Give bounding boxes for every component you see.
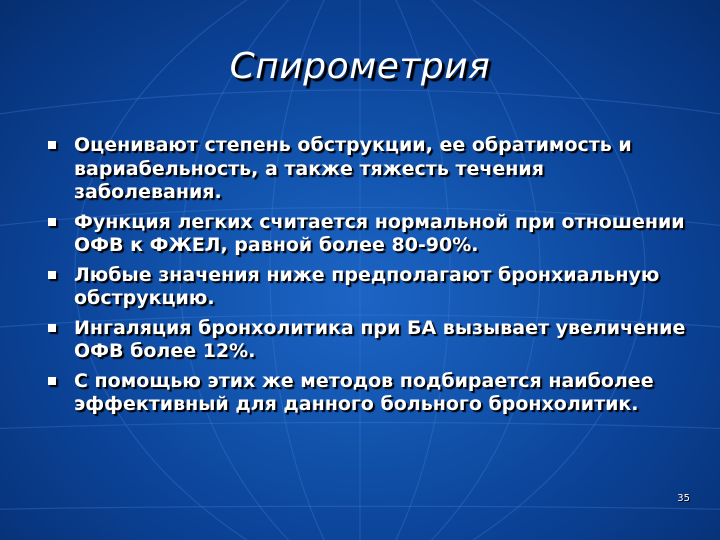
bullet-item xyxy=(46,134,686,205)
bullet-text: Любые значения ниже предполагают бронхиальную обструкцию. xyxy=(74,263,660,309)
bullet-item xyxy=(46,317,686,364)
bullet-item xyxy=(46,370,686,417)
bullet-text: С помощью этих же методов подбирается наиболее эффективный для данного больного бронхолитик. xyxy=(74,369,654,415)
square-bullet-icon xyxy=(48,218,56,226)
square-bullet-icon xyxy=(48,324,56,332)
square-bullet-icon xyxy=(48,271,56,279)
bullet-text: Функция легких считается нормальной при отношении ОФВ к ФЖЕЛ, равной более 80-90%. xyxy=(74,210,685,256)
page-number: 35 xyxy=(677,493,690,504)
square-bullet-icon xyxy=(48,141,56,149)
bullet-item xyxy=(46,264,686,311)
bullet-list xyxy=(46,134,686,423)
square-bullet-icon xyxy=(48,377,56,385)
slide-title: Спирометрия xyxy=(229,46,491,87)
bullet-item xyxy=(46,211,686,258)
bullet-text: Оценивают степень обструкции, ее обратимость и вариабельность, а также тяжесть течения заболевания. xyxy=(74,134,632,203)
bullet-text: Ингаляция бронхолитика при БА вызывает увеличение ОФВ более 12%. xyxy=(74,316,686,362)
